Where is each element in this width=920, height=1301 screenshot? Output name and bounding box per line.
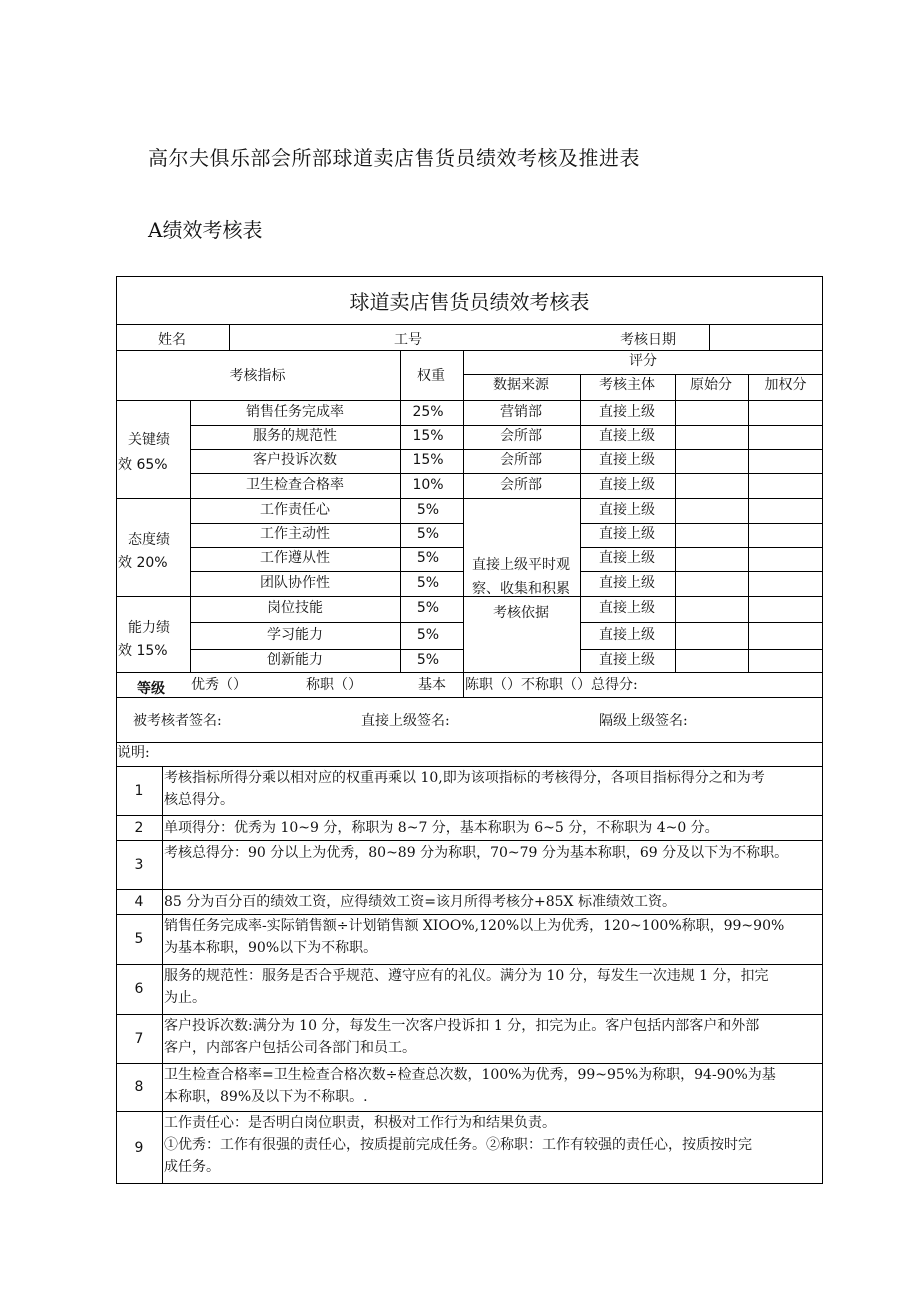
skip-level-signature: 隔级上级签名: — [599, 713, 688, 729]
indicator-subject: 直接上级 — [599, 575, 655, 591]
note-number: 2 — [134, 820, 144, 836]
grid-line — [116, 815, 823, 816]
group-attitude-label-2: 效 20% — [118, 555, 168, 571]
indicator-subject: 直接上级 — [599, 428, 655, 444]
indicator-subject: 直接上级 — [599, 600, 655, 616]
indicator-subject: 直接上级 — [599, 550, 655, 566]
note-text-line: 成任务。 — [164, 1159, 220, 1175]
indicator-subject: 直接上级 — [599, 477, 655, 493]
indicator-name: 销售任务完成率 — [246, 404, 344, 420]
header-weight: 权重 — [417, 368, 445, 384]
grid-line — [675, 374, 676, 672]
header-score: 评分 — [629, 353, 657, 369]
grid-line — [116, 766, 823, 767]
note-text-line: 服务的规范性：服务是否合乎规范、遵守应有的礼仪。满分为 10 分，每发生一次违规 1 分，扣完 — [164, 968, 769, 984]
name-label: 姓名 — [158, 332, 186, 348]
grid-line — [116, 324, 823, 325]
grid-line — [190, 649, 463, 650]
note-number: 5 — [134, 931, 144, 947]
note-text-line: 本称职，89%及以下为不称职。. — [164, 1089, 368, 1105]
note-text-line: 客户，内部客户包括公司各部门和员工。 — [164, 1040, 416, 1056]
grid-line — [580, 571, 823, 572]
grid-line — [229, 324, 230, 350]
header-source: 数据来源 — [493, 377, 549, 393]
grid-line — [116, 498, 823, 499]
grid-line — [580, 547, 823, 548]
group-key-label-1: 关键绩 — [128, 432, 170, 448]
grid-line — [116, 672, 823, 673]
note-text-line: 考核指标所得分乘以相对应的权重再乘以 10,即为该项指标的考核得分，各项目指标得分之和为考 — [164, 770, 765, 786]
indicator-weight: 5% — [416, 526, 440, 542]
page-title: 高尔夫俱乐部会所部球道卖店售货员绩效考核及推进表 — [148, 146, 640, 170]
grade-excellent: 优秀（） — [191, 677, 247, 693]
grid-line — [116, 350, 823, 351]
indicator-source: 会所部 — [500, 477, 542, 493]
grid-line — [116, 914, 823, 915]
group-ability-label-1: 能力绩 — [128, 620, 170, 636]
grid-line — [116, 1063, 823, 1064]
note-text-line: 为止。 — [164, 990, 206, 1006]
assessee-signature: 被考核者签名: — [133, 713, 222, 729]
grid-line — [190, 425, 823, 426]
direct-supervisor-signature: 直接上级签名: — [361, 713, 450, 729]
header-indicator: 考核指标 — [229, 368, 286, 384]
grid-line — [116, 697, 823, 698]
indicator-name: 岗位技能 — [267, 600, 323, 616]
indicator-name: 学习能力 — [267, 627, 323, 643]
indicator-weight: 5% — [416, 550, 440, 566]
grid-line — [190, 571, 463, 572]
indicator-weight: 5% — [416, 627, 440, 643]
indicator-weight: 5% — [416, 502, 440, 518]
grid-line — [162, 766, 163, 1184]
assessment-date-label: 考核日期 — [620, 332, 676, 348]
grid-line — [190, 473, 823, 474]
indicator-source: 会所部 — [500, 428, 542, 444]
grade-rest: 陈职（）不称职（）总得分: — [465, 677, 638, 693]
indicator-name: 卫生检查合格率 — [246, 477, 344, 493]
note-text-line: ①优秀：工作有很强的责任心，按质提前完成任务。②称职：工作有较强的责任心，按质按时完 — [164, 1137, 752, 1153]
grid-line — [580, 622, 823, 623]
grid-line — [116, 964, 823, 965]
notes-label: 说明: — [117, 745, 150, 761]
indicator-source: 会所部 — [500, 452, 542, 468]
grid-line — [116, 840, 823, 841]
group-ability-label-2: 效 15% — [118, 643, 168, 659]
note-text-line: 为基本称职，90%以下为不称职。 — [164, 940, 378, 956]
note-text-line: 销售任务完成率-实际销售额÷计划销售额 XIOO%,120%以上为优秀，120~100%称职，99~90% — [164, 918, 785, 934]
header-subject: 考核主体 — [599, 377, 655, 393]
indicator-subject: 直接上级 — [599, 502, 655, 518]
grid-line — [190, 523, 463, 524]
grid-line — [709, 324, 710, 350]
merged-source-line-3: 考核依据 — [493, 605, 549, 621]
note-number: 8 — [134, 1079, 144, 1095]
note-text-line: 客户投诉次数:满分为 10 分，每发生一次客户投诉扣 1 分，扣完为止。客户包括内部客户和外部 — [164, 1018, 760, 1034]
indicator-subject: 直接上级 — [599, 627, 655, 643]
grid-line — [116, 1111, 823, 1112]
note-number: 1 — [134, 783, 144, 799]
indicator-weight: 5% — [416, 575, 440, 591]
indicator-weight: 5% — [416, 652, 440, 668]
indicator-name: 工作责任心 — [260, 502, 330, 518]
indicator-source: 营销部 — [500, 404, 542, 420]
indicator-subject: 直接上级 — [599, 526, 655, 542]
table-title: 球道卖店售货员绩效考核表 — [349, 290, 590, 314]
grid-line — [580, 523, 823, 524]
merged-source-line-1: 直接上级平时观 — [472, 557, 570, 573]
note-text-line: 单项得分：优秀为 10~9 分，称职为 8~7 分，基本称职为 6~5 分，不称职为 4~0 分。 — [164, 820, 719, 836]
grid-line — [116, 400, 823, 401]
grid-line — [190, 622, 463, 623]
indicator-subject: 直接上级 — [599, 452, 655, 468]
note-number: 9 — [134, 1140, 144, 1156]
grid-line — [463, 374, 823, 375]
note-number: 7 — [134, 1031, 144, 1047]
indicator-name: 团队协作性 — [260, 575, 330, 591]
indicator-weight: 15% — [412, 428, 444, 444]
indicator-name: 客户投诉次数 — [253, 452, 337, 468]
indicator-weight: 10% — [412, 477, 444, 493]
indicator-name: 创新能力 — [267, 652, 323, 668]
indicator-subject: 直接上级 — [599, 404, 655, 420]
indicator-name: 工作遵从性 — [260, 550, 330, 566]
grid-line — [116, 742, 823, 743]
group-attitude-label-1: 态度绩 — [128, 532, 170, 548]
note-number: 6 — [134, 981, 144, 997]
indicator-subject: 直接上级 — [599, 652, 655, 668]
grade-competent: 称职（） — [306, 677, 362, 693]
note-text-line: 核总得分。 — [164, 792, 234, 808]
group-key-label-2: 效 65% — [118, 457, 168, 473]
grade-label: 等级 — [137, 681, 165, 697]
grid-line — [116, 1014, 823, 1015]
note-text-line: 卫生检查合格率=卫生检查合格次数÷检查总次数，100%为优秀，99~95%为称职，94-90%为基 — [164, 1067, 776, 1083]
grid-line — [580, 649, 823, 650]
note-text-line: 考核总得分：90 分以上为优秀，80~89 分为称职，70~79 分为基本称职，69 分及以下为不称职。 — [164, 845, 789, 861]
note-number: 3 — [134, 857, 144, 873]
employee-id-label: 工号 — [394, 332, 422, 348]
header-weighted: 加权分 — [764, 377, 807, 393]
grade-basic: 基本 — [418, 677, 446, 693]
grid-line — [190, 547, 463, 548]
section-title: A绩效考核表 — [148, 218, 263, 242]
note-text-line: 85 分为百分百的绩效工资，应得绩效工资=该月所得考核分+85X 标准绩效工资。 — [164, 894, 676, 910]
grid-line — [190, 449, 823, 450]
note-text-line: 工作责任心：是否明白岗位职责，积极对工作行为和结果负责。 — [164, 1115, 556, 1131]
indicator-name: 服务的规范性 — [253, 428, 337, 444]
note-number: 4 — [134, 894, 144, 910]
grid-line — [748, 374, 749, 672]
indicator-weight: 25% — [412, 404, 444, 420]
indicator-weight: 5% — [416, 600, 440, 616]
indicator-name: 工作主动性 — [260, 526, 330, 542]
indicator-weight: 15% — [412, 452, 444, 468]
grid-line — [116, 889, 823, 890]
merged-source-line-2: 察、收集和积累 — [472, 581, 570, 597]
header-raw: 原始分 — [690, 377, 732, 393]
